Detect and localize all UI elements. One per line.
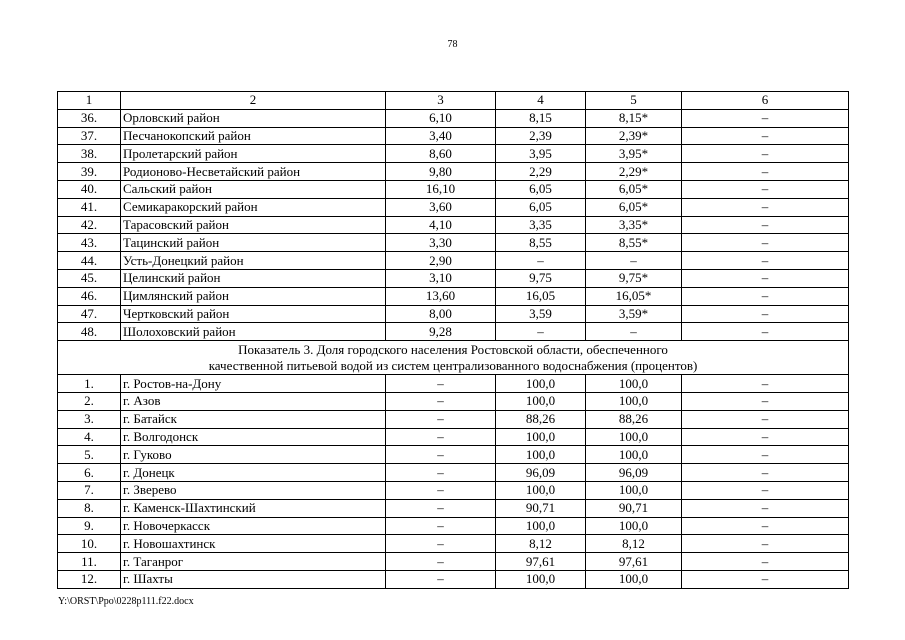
section-heading-line-1: Показатель 3. Доля городского населения Ростовской области, обеспеченного [238, 341, 668, 357]
table-row [58, 481, 849, 499]
value-col-4: 16,05 [496, 287, 586, 305]
value-col-5: – [586, 252, 682, 270]
row-number: 40. [58, 180, 121, 198]
section-heading-row [58, 341, 849, 375]
district-name: Родионово-Несветайский район [121, 163, 386, 181]
value-col-3: 9,80 [386, 163, 496, 181]
district-name: Целинский район [121, 269, 386, 287]
value-col-3: – [386, 553, 496, 571]
row-number: 47. [58, 305, 121, 323]
district-name: Орловский район [121, 109, 386, 127]
row-number: 43. [58, 234, 121, 252]
table-row [58, 570, 849, 588]
value-col-4: – [496, 323, 586, 341]
district-name: Пролетарский район [121, 145, 386, 163]
district-name: Сальский район [121, 180, 386, 198]
table-row [58, 252, 849, 270]
value-col-6: – [682, 428, 849, 446]
value-col-4: 100,0 [496, 481, 586, 499]
header-col-6: 6 [682, 92, 849, 110]
value-col-3: 3,60 [386, 198, 496, 216]
row-number: 46. [58, 287, 121, 305]
district-name: Тацинский район [121, 234, 386, 252]
value-col-3: – [386, 535, 496, 553]
value-col-5: 8,55* [586, 234, 682, 252]
value-col-5: 88,26 [586, 410, 682, 428]
table-row [58, 428, 849, 446]
value-col-6: – [682, 570, 849, 588]
value-col-3: 3,40 [386, 127, 496, 145]
row-number: 4. [58, 428, 121, 446]
value-col-3: – [386, 481, 496, 499]
table-row [58, 163, 849, 181]
table-row [58, 269, 849, 287]
table-row [58, 446, 849, 464]
row-number: 3. [58, 410, 121, 428]
row-number: 10. [58, 535, 121, 553]
table-header-row [58, 92, 849, 110]
district-name: г. Каменск-Шахтинский [121, 499, 386, 517]
value-col-3: – [386, 570, 496, 588]
value-col-5: 6,05* [586, 198, 682, 216]
table-row [58, 180, 849, 198]
value-col-5: 16,05* [586, 287, 682, 305]
row-number: 6. [58, 464, 121, 482]
value-col-5: 8,15* [586, 109, 682, 127]
value-col-3: 4,10 [386, 216, 496, 234]
value-col-3: – [386, 410, 496, 428]
value-col-4: 97,61 [496, 553, 586, 571]
value-col-4: 8,12 [496, 535, 586, 553]
value-col-4: 100,0 [496, 428, 586, 446]
table-row [58, 145, 849, 163]
value-col-5: 6,05* [586, 180, 682, 198]
value-col-3: 8,00 [386, 305, 496, 323]
value-col-4: 100,0 [496, 446, 586, 464]
value-col-6: – [682, 464, 849, 482]
value-col-4: 8,15 [496, 109, 586, 127]
table-row [58, 464, 849, 482]
value-col-6: – [682, 127, 849, 145]
value-col-6: – [682, 517, 849, 535]
district-name: Чертковский район [121, 305, 386, 323]
district-name: г. Ростов-на-Дону [121, 375, 386, 393]
value-col-4: 2,29 [496, 163, 586, 181]
value-col-5: 3,35* [586, 216, 682, 234]
value-col-4: 100,0 [496, 570, 586, 588]
table-row [58, 517, 849, 535]
value-col-5: 2,39* [586, 127, 682, 145]
district-name: г. Гуково [121, 446, 386, 464]
row-number: 7. [58, 481, 121, 499]
value-col-4: 9,75 [496, 269, 586, 287]
district-name: г. Азов [121, 392, 386, 410]
value-col-6: – [682, 535, 849, 553]
value-col-4: 96,09 [496, 464, 586, 482]
header-col-1: 1 [58, 92, 121, 110]
value-col-6: – [682, 499, 849, 517]
district-name: г. Новочеркасск [121, 517, 386, 535]
value-col-6: – [682, 180, 849, 198]
header-col-4: 4 [496, 92, 586, 110]
value-col-6: – [682, 305, 849, 323]
value-col-3: 9,28 [386, 323, 496, 341]
row-number: 45. [58, 269, 121, 287]
district-name: г. Таганрог [121, 553, 386, 571]
row-number: 37. [58, 127, 121, 145]
row-number: 1. [58, 375, 121, 393]
value-col-5: 8,12 [586, 535, 682, 553]
table-row [58, 305, 849, 323]
value-col-4: 6,05 [496, 198, 586, 216]
table-body [58, 92, 849, 589]
section-heading [58, 341, 849, 375]
table-row [58, 109, 849, 127]
value-col-6: – [682, 446, 849, 464]
header-col-3: 3 [386, 92, 496, 110]
value-col-6: – [682, 109, 849, 127]
data-table [57, 91, 849, 589]
row-number: 5. [58, 446, 121, 464]
value-col-4: 8,55 [496, 234, 586, 252]
value-col-5: 100,0 [586, 481, 682, 499]
table-row [58, 234, 849, 252]
value-col-3: 13,60 [386, 287, 496, 305]
value-col-3: 3,10 [386, 269, 496, 287]
row-number: 2. [58, 392, 121, 410]
table-row [58, 410, 849, 428]
value-col-5: 97,61 [586, 553, 682, 571]
row-number: 9. [58, 517, 121, 535]
value-col-5: 3,59* [586, 305, 682, 323]
value-col-3: 2,90 [386, 252, 496, 270]
district-name: Семикаракорский район [121, 198, 386, 216]
district-name: г. Волгодонск [121, 428, 386, 446]
value-col-6: – [682, 375, 849, 393]
value-col-4: 88,26 [496, 410, 586, 428]
table-row [58, 216, 849, 234]
district-name: Тарасовский район [121, 216, 386, 234]
value-col-6: – [682, 163, 849, 181]
row-number: 36. [58, 109, 121, 127]
row-number: 12. [58, 570, 121, 588]
value-col-6: – [682, 553, 849, 571]
value-col-4: 3,95 [496, 145, 586, 163]
value-col-6: – [682, 287, 849, 305]
value-col-6: – [682, 145, 849, 163]
value-col-6: – [682, 392, 849, 410]
value-col-6: – [682, 269, 849, 287]
value-col-3: – [386, 392, 496, 410]
value-col-6: – [682, 198, 849, 216]
value-col-4: 2,39 [496, 127, 586, 145]
value-col-6: – [682, 410, 849, 428]
value-col-3: – [386, 517, 496, 535]
district-name: г. Новошахтинск [121, 535, 386, 553]
value-col-4: 100,0 [496, 375, 586, 393]
value-col-5: 90,71 [586, 499, 682, 517]
table-row [58, 198, 849, 216]
row-number: 39. [58, 163, 121, 181]
value-col-5: 100,0 [586, 375, 682, 393]
value-col-3: 6,10 [386, 109, 496, 127]
value-col-3: – [386, 428, 496, 446]
value-col-6: – [682, 252, 849, 270]
value-col-4: 90,71 [496, 499, 586, 517]
value-col-5: 3,95* [586, 145, 682, 163]
footer-file-path: Y:\ORST\Ppo\0228p111.f22.docx [58, 596, 194, 607]
value-col-5: – [586, 323, 682, 341]
value-col-3: – [386, 464, 496, 482]
district-name: Цимлянский район [121, 287, 386, 305]
row-number: 38. [58, 145, 121, 163]
table-row [58, 499, 849, 517]
table-row [58, 287, 849, 305]
value-col-3: 16,10 [386, 180, 496, 198]
table-row [58, 375, 849, 393]
value-col-3: 8,60 [386, 145, 496, 163]
district-name: г. Донецк [121, 464, 386, 482]
district-name: Усть-Донецкий район [121, 252, 386, 270]
value-col-4: 3,59 [496, 305, 586, 323]
value-col-5: 96,09 [586, 464, 682, 482]
district-name: г. Батайск [121, 410, 386, 428]
district-name: г. Зверево [121, 481, 386, 499]
table-row [58, 127, 849, 145]
value-col-5: 2,29* [586, 163, 682, 181]
district-name: Шолоховский район [121, 323, 386, 341]
table-row [58, 392, 849, 410]
value-col-4: 3,35 [496, 216, 586, 234]
row-number: 11. [58, 553, 121, 571]
value-col-4: 100,0 [496, 517, 586, 535]
row-number: 42. [58, 216, 121, 234]
row-number: 44. [58, 252, 121, 270]
table-row [58, 553, 849, 571]
page-number: 78 [447, 39, 458, 50]
value-col-6: – [682, 323, 849, 341]
value-col-5: 100,0 [586, 392, 682, 410]
value-col-5: 100,0 [586, 570, 682, 588]
row-number: 8. [58, 499, 121, 517]
value-col-3: – [386, 375, 496, 393]
value-col-5: 100,0 [586, 446, 682, 464]
value-col-4: 6,05 [496, 180, 586, 198]
header-col-5: 5 [586, 92, 682, 110]
value-col-3: – [386, 499, 496, 517]
table-row [58, 535, 849, 553]
value-col-6: – [682, 234, 849, 252]
value-col-5: 100,0 [586, 517, 682, 535]
row-number: 41. [58, 198, 121, 216]
value-col-5: 9,75* [586, 269, 682, 287]
value-col-6: – [682, 481, 849, 499]
value-col-4: – [496, 252, 586, 270]
value-col-5: 100,0 [586, 428, 682, 446]
row-number: 48. [58, 323, 121, 341]
header-col-2: 2 [121, 92, 386, 110]
district-name: Песчанокопский район [121, 127, 386, 145]
district-name: г. Шахты [121, 570, 386, 588]
value-col-6: – [682, 216, 849, 234]
table-row [58, 323, 849, 341]
value-col-3: 3,30 [386, 234, 496, 252]
value-col-4: 100,0 [496, 392, 586, 410]
value-col-3: – [386, 446, 496, 464]
section-heading-line-2: качественной питьевой водой из систем централизованного водоснабжения (процентов) [208, 357, 698, 373]
